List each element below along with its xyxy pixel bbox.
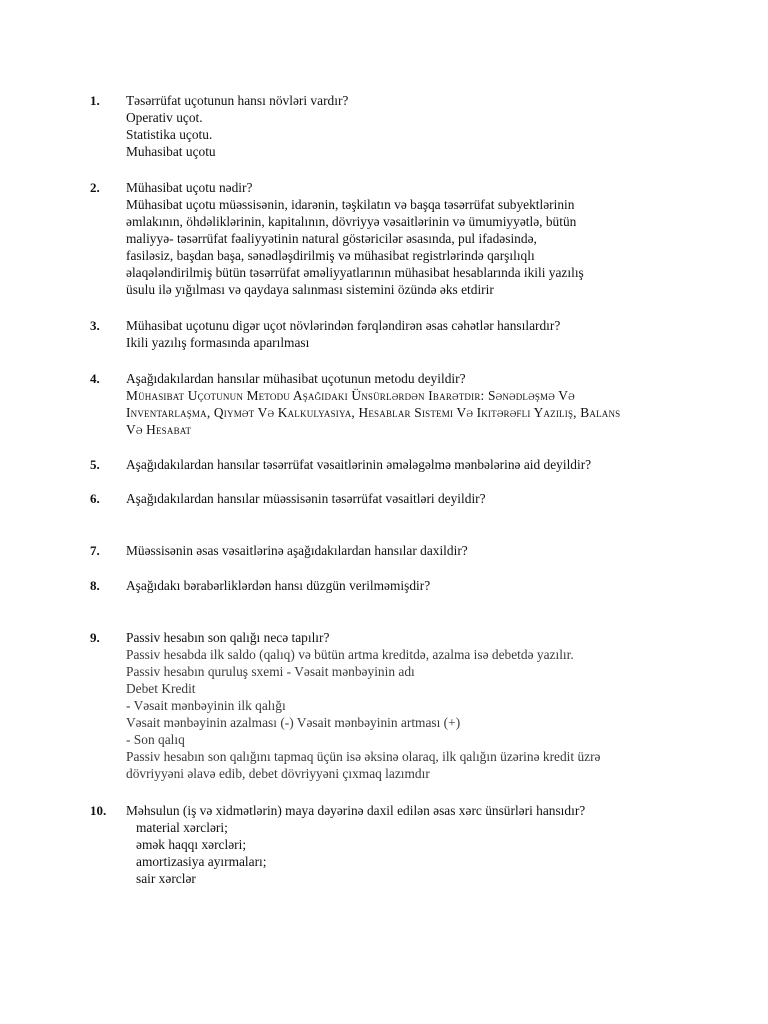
answer-line: - Vəsait mənbəyinin ilk qalığı xyxy=(126,698,286,713)
answer-line: amortizasiya ayırmaları; xyxy=(136,854,267,869)
question-number: 6. xyxy=(90,491,100,506)
answer-line: əmlakının, öhdəliklərinin, kapitalının, dövriyyə vəsaitlərinin və ümumiyyətlə, bütün xyxy=(126,214,577,229)
answer-line: dövriyyəni əlavə edib, debet dövriyyəni çıxmaq lazımdır xyxy=(126,766,430,781)
answer-line: sair xərclər xyxy=(136,871,196,886)
answer-line: Passiv hesabda ilk saldo (qalıq) və bütün artma kreditdə, azalma isə debetdə yazılır. xyxy=(126,647,574,662)
question-text: Mühasibat uçotu nədir? xyxy=(126,180,253,195)
question-text: Aşağıdakılardan hansılar mühasibat uçotunun metodu deyildir? xyxy=(126,371,466,386)
question-text: Təsərrüfat uçotunun hansı növləri vardır? xyxy=(126,93,349,108)
answer-line: Passiv hesabın quruluş sxemi - Vəsait mənbəyinin adı xyxy=(126,664,415,679)
answer-line: Ikili yazılış formasında aparılması xyxy=(126,335,310,350)
answer-line: material xərcləri; xyxy=(136,820,228,835)
answer-line: Mühasibat uçotu müəssisənin, idarənin, təşkilatın və başqa təsərrüfat subyektlərinin xyxy=(126,197,575,212)
answer-line: Muhasibat uçotu xyxy=(126,144,216,159)
question-number: 8. xyxy=(90,578,100,593)
question-text: Mühasibat uçotunu digər uçot növlərindən fərqləndirən əsas cəhətlər hansılardır? xyxy=(126,318,561,333)
answer-line: Debet Kredit xyxy=(126,681,196,696)
answer-line: maliyyə- təsərrüfat fəaliyyətinin natural göstəricilər əsasında, pul ifadəsində, xyxy=(126,231,537,246)
question-number: 10. xyxy=(90,803,107,818)
question-text: Aşağıdakılardan hansılar təsərrüfat vəsaitlərinin əmələgəlmə mənbələrinə aid deyildir? xyxy=(126,457,592,472)
question-text: Müəssisənin əsas vəsaitlərinə aşağıdakılardan hansılar daxildir? xyxy=(126,543,468,558)
answer-line: fasiləsiz, başdan başa, sənədləşdirilmiş və mühasibat registrlərində qarşılıqlı xyxy=(126,248,535,263)
answer-line: əmək haqqı xərcləri; xyxy=(136,837,247,852)
answer-line: - Son qalıq xyxy=(126,732,185,747)
answer-line: Statistika uçotu. xyxy=(126,127,213,142)
question-number: 3. xyxy=(90,318,100,333)
question-text: Məhsulun (iş və xidmətlərin) maya dəyərinə daxil edilən əsas xərc ünsürləri hansıdır? xyxy=(126,803,586,818)
question-text: Aşağıdakılardan hansılar müəssisənin təsərrüfat vəsaitləri deyildir? xyxy=(126,491,486,506)
question-text: Aşağıdakı bərabərliklərdən hansı düzgün verilməmişdir? xyxy=(126,578,431,593)
answer-line: Operativ uçot. xyxy=(126,110,203,125)
answer-line: Vəsait mənbəyinin azalması (-) Vəsait mənbəyinin artması (+) xyxy=(126,715,461,730)
question-number: 9. xyxy=(90,630,100,645)
answer-line: Və Hesabat xyxy=(126,422,192,437)
question-text: Passiv hesabın son qalığı necə tapılır? xyxy=(126,630,330,645)
answer-line: əlaqələndirilmiş bütün təsərrüfat əməliyyatlarının mühasibat hesablarında ikili yazılış xyxy=(126,265,584,280)
answer-line: Mühasibat Uçotunun Metodu Aşağıdakı Ünsürlərdən Ibarətdir: Sənədləşmə Və xyxy=(126,388,575,403)
question-number: 2. xyxy=(90,180,100,195)
answer-line: üsulu ilə yığılması və qaydaya salınması sistemini özündə əks etdirir xyxy=(126,282,494,297)
question-number: 7. xyxy=(90,543,100,558)
question-number: 1. xyxy=(90,93,100,108)
question-number: 5. xyxy=(90,457,100,472)
question-number: 4. xyxy=(90,371,100,386)
answer-line: Passiv hesabın son qalığını tapmaq üçün isə əksinə olaraq, ilk qalığın üzərinə kredit üzrə xyxy=(126,749,601,764)
answer-line: Inventarlaşma, Qiymət Və Kalkulyasiya, Hesablar Sistemi Və Ikitərəfli Yazılış, Balans xyxy=(126,405,621,420)
